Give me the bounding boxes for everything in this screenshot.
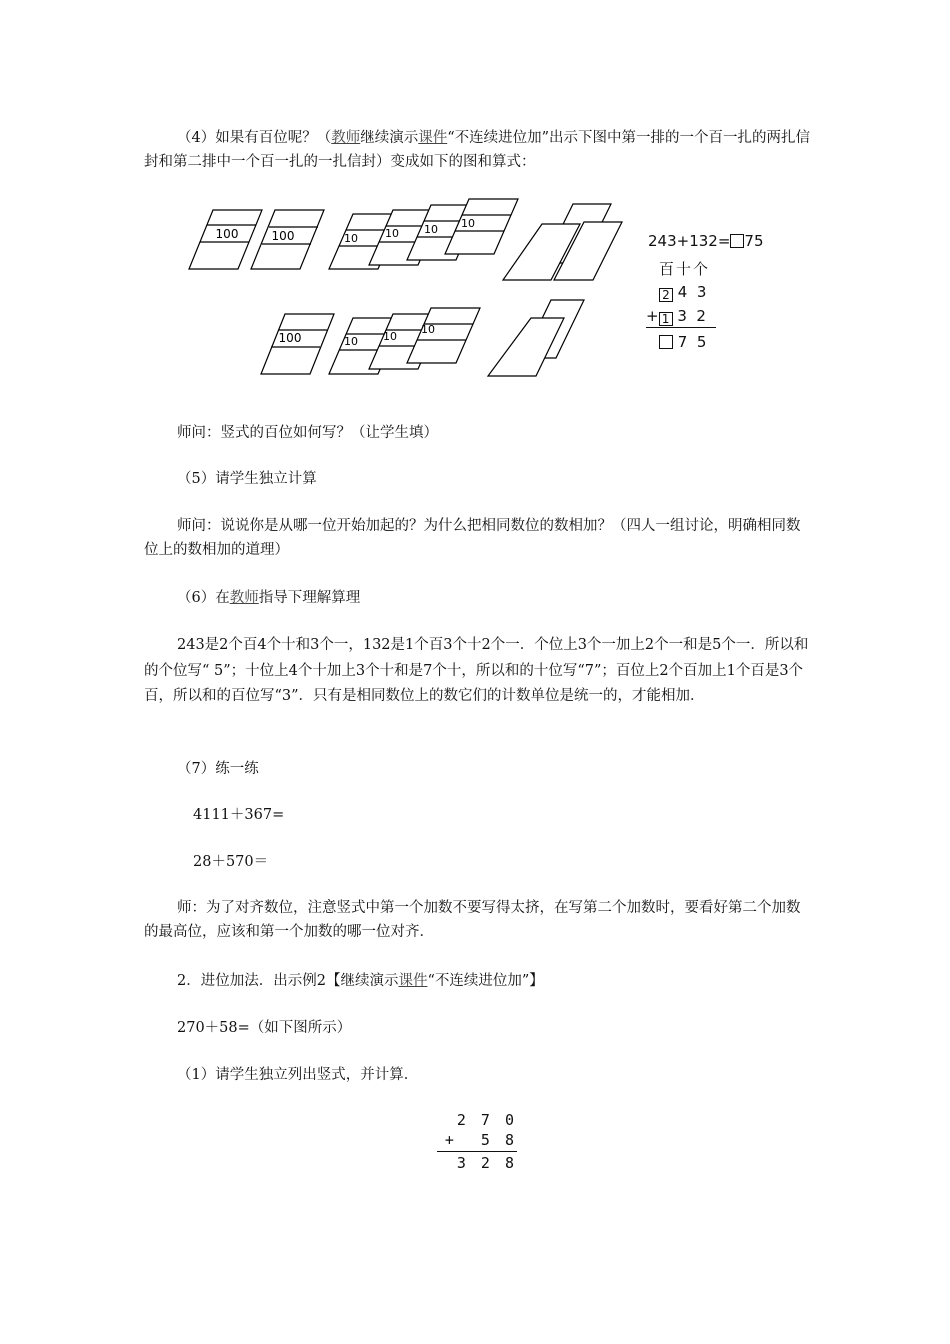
envelope-label: 10 [383,330,397,343]
para-5: （5）请学生独立计算 [177,471,317,487]
equation-line: 243+132= 75 [648,232,764,250]
envelope-ones-row2 [488,300,584,376]
para-7: （7）练一练 [177,761,259,777]
link-teacher[interactable]: 教师 [331,130,361,146]
envelope-100-b [251,210,324,269]
addend-2-line: + 1 3 2 [646,307,706,326]
envelope-label: 10 [344,232,358,245]
example-2: 270＋58=（如下图所示） [177,1020,352,1036]
envelope-100-c [261,314,334,374]
link-teacher-2[interactable]: 教师 [229,590,259,606]
envelope-label: 100 [271,229,295,243]
sum-rule [646,327,716,328]
sum-result: 3 2 8 [456,1154,517,1172]
explanation: 243是2个百4个十和3个一，132是1个百3个十2个一．个位上3个一加上2个一和是5个一．所以和的个位写“ 5”；十位上4个十加上3个十和是7个十，所以和的十位写“7”；百位上2个百加上1个百是3个百，所以和的百位写“3”．只有是相同数位上的数它们的计数单位是统一的，才能相加． [144,637,809,704]
vertical-addition [437,1110,517,1173]
envelope-label: 10 [421,323,435,336]
teacher-note: 师：为了对齐数位，注意竖式中第一个加数不要写得太挤，在写第二个加数时，要看好第二个加数的最高位，应该和第一个加数的哪一位对齐． [144,900,801,940]
step-1: （1）请学生独立列出竖式，并计算． [177,1067,419,1083]
exercise-1: 4111＋367= [193,807,285,823]
envelope-label: 10 [385,227,399,240]
question-hundreds: 师问：竖式的百位如何写？（让学生填） [177,425,438,441]
link-courseware[interactable]: 课件 [418,130,448,146]
envelope-label: 10 [344,335,358,348]
place-value-header: 百十个 [659,260,711,278]
filled-box: 2 [659,288,673,302]
addend-top: 2 7 0 [456,1111,517,1129]
envelope-ones-row1 [503,204,622,280]
envelope-label: 100 [278,331,302,345]
addend-bottom: + 5 8 [444,1131,517,1149]
sum-line: 7 5 [659,333,706,351]
blank-box [730,234,744,248]
envelope-label: 10 [424,223,438,236]
sum-rule-2 [437,1151,517,1152]
link-courseware-2[interactable]: 课件 [398,973,428,989]
addend-1-line: 2 4 3 [659,283,706,302]
section-2: 2．进位加法．出示例2【继续演示课件“不连续进位加”】 [177,973,544,989]
blank-box [659,335,673,349]
envelope-label: 10 [461,217,475,230]
envelope-label: 100 [215,227,239,241]
para-6: （6）在教师指导下理解算理 [177,590,361,606]
filled-box: 1 [659,312,673,326]
exercise-2: 28＋570＝ [193,854,269,870]
envelope-100-a [189,210,262,269]
question-start: 师问：说说你是从哪一位开始加起的？为什么把相同数位的数相加？（四人一组讨论，明确相同数位上的数相加的道理） [144,518,801,558]
para-4: （4）如果有百位呢？（教师继续演示课件“不连续进位加”出示下图中第一排的一个百一扎的两扎信封和第二排中一个百一扎的一扎信封）变成如下的图和算式： [144,130,811,170]
